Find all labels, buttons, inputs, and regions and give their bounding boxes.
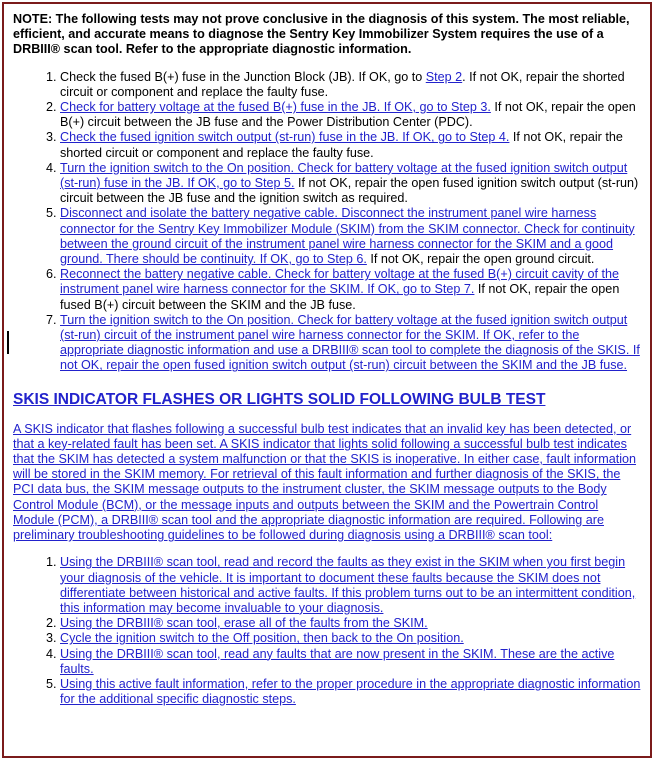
guideline-steps-list — [13, 555, 641, 707]
step-text: If not OK, repair the open fused ignition switch output (st-run) circuit between the JB fuse and the ignition switch as required. — [60, 176, 639, 206]
guideline-step-3 — [60, 631, 641, 646]
step-text: If not OK, repair the open B(+) circuit between the JB fuse and the Power Distribution Center (PDC). — [60, 100, 636, 130]
guideline-step-2 — [60, 616, 641, 631]
procedure-link[interactable]: Step 2 — [425, 69, 463, 84]
step-text: Check the fused B(+) fuse in the Junction Block (JB). If OK, go to — [60, 69, 426, 84]
procedure-link[interactable]: Using the DRBIII® scan tool, erase all of the faults from the SKIM. — [60, 616, 428, 631]
revision-change-bar — [7, 331, 9, 354]
section-paragraph: A SKIS indicator that flashes following a successful bulb test indicates that an invalid key has been detected, or that a key-related fault has been set. A SKIS indicator that lights solid following a successful bulb test indicates that the SKIM has detected a system malfunction or that the SKIS is inoperative. In either case, fault information will be stored in the SKIM memory. For retrieval of this fault information and further diagnosis of the SKIS, the PCI data bus, the SKIM message outputs to the instrument cluster, the SKIM message outputs to the Body Control Module (BCM), or the message inputs and outputs between the SKIM and the Powertrain Control Module (PCM), a DRBIII® scan tool and the appropriate diagnostic information are required. Following are preliminary troubleshooting guidelines to be followed during diagnosis using a DRBIII® scan tool: — [13, 421, 637, 543]
guideline-step-4 — [60, 647, 641, 677]
procedure-link[interactable]: Disconnect and isolate the battery negative cable. Disconnect the instrument panel wire harness connector for the Sentry Key Immobilizer Module (SKIM) from the SKIM connector. Check for continuity between the ground circuit of the instrument panel wire harness connector for the SKIM and a good ground. There should be continuity. If OK, go to Step 6. — [60, 206, 635, 267]
step-text: If not OK, repair the shorted circuit or component and replace the faulty fuse. — [60, 130, 623, 160]
procedure-link[interactable]: Turn the ignition switch to the On position. Check for battery voltage at the fused ignition switch output (st-run) circuit of the instrument panel wire harness connector for the SKIM. If OK, refer to the appropriate diagnostic information and use a DRBIII® scan tool to complete the diagnosis of the SKIS. If not OK, repair the open fused ignition switch output (st-run) circuit between the SKIM and the JB fuse. — [60, 312, 640, 373]
diagnostic-step-4 — [60, 161, 641, 207]
procedure-link[interactable]: Using the DRBIII® scan tool, read and record the faults as they exist in the SKIM when you first begin your diagnosis of the vehicle. It is important to document these faults because the SKIM does not differentiate between historical and active faults. If this problem turns out to be an intermittent condition, this information may become invaluable to your diagnosis. — [60, 555, 636, 615]
procedure-link[interactable]: Cycle the ignition switch to the Off position, then back to the On position. — [60, 631, 464, 646]
step-text: If not OK, repair the open ground circuit. — [366, 252, 595, 267]
note-paragraph — [13, 12, 641, 58]
diagnostic-step-1 — [60, 70, 641, 100]
procedure-link[interactable]: Check the fused ignition switch output (st-run) fuse in the JB. If OK, go to Step 4. — [60, 130, 510, 145]
diagnostic-steps-list — [13, 70, 641, 374]
diagnostic-step-3 — [60, 130, 641, 160]
procedure-link[interactable]: Turn the ignition switch to the On position. Check for battery voltage at the fused ignition switch output (st-run) fuse in the JB. If OK, go to Step 5. — [60, 160, 628, 191]
diagnostic-step-2 — [60, 100, 641, 130]
note-text: The following tests may not prove conclusive in the diagnosis of this system. The most reliable, efficient, and accurate means to diagnose the Sentry Key Immobilizer System requires the use of a DRBIII® scan tool. Refer to the appropriate diagnostic information. — [13, 12, 630, 57]
step-text: . If not OK, repair the shorted circuit or component and replace the faulty fuse. — [60, 69, 625, 99]
step-text: If not OK, repair the open fused B(+) circuit between the SKIM and the JB fuse. — [60, 282, 620, 312]
procedure-link[interactable]: Using the DRBIII® scan tool, read any faults that are now present in the SKIM. These are the active faults. — [60, 646, 615, 676]
procedure-link[interactable]: Reconnect the battery negative cable. Check for battery voltage at the fused B(+) circuit cavity of the instrument panel wire harness connector for the SKIM. If OK, go to Step 7. — [60, 267, 619, 297]
section-heading: SKIS INDICATOR FLASHES OR LIGHTS SOLID FOLLOWING BULB TEST — [13, 390, 546, 408]
guideline-step-1 — [60, 555, 641, 616]
guideline-step-5 — [60, 677, 641, 707]
diagnostic-step-7 — [60, 313, 641, 374]
procedure-link[interactable]: Check for battery voltage at the fused B(+) fuse in the JB. If OK, go to Step 3. — [60, 100, 491, 115]
diagnostic-step-6 — [60, 267, 641, 313]
note-label: NOTE: — [13, 12, 53, 26]
diagnostic-step-5 — [60, 206, 641, 267]
procedure-link[interactable]: Using this active fault information, refer to the proper procedure in the appropriate diagnostic information for the additional specific diagnostic steps. — [60, 676, 641, 707]
document-page — [2, 2, 652, 758]
